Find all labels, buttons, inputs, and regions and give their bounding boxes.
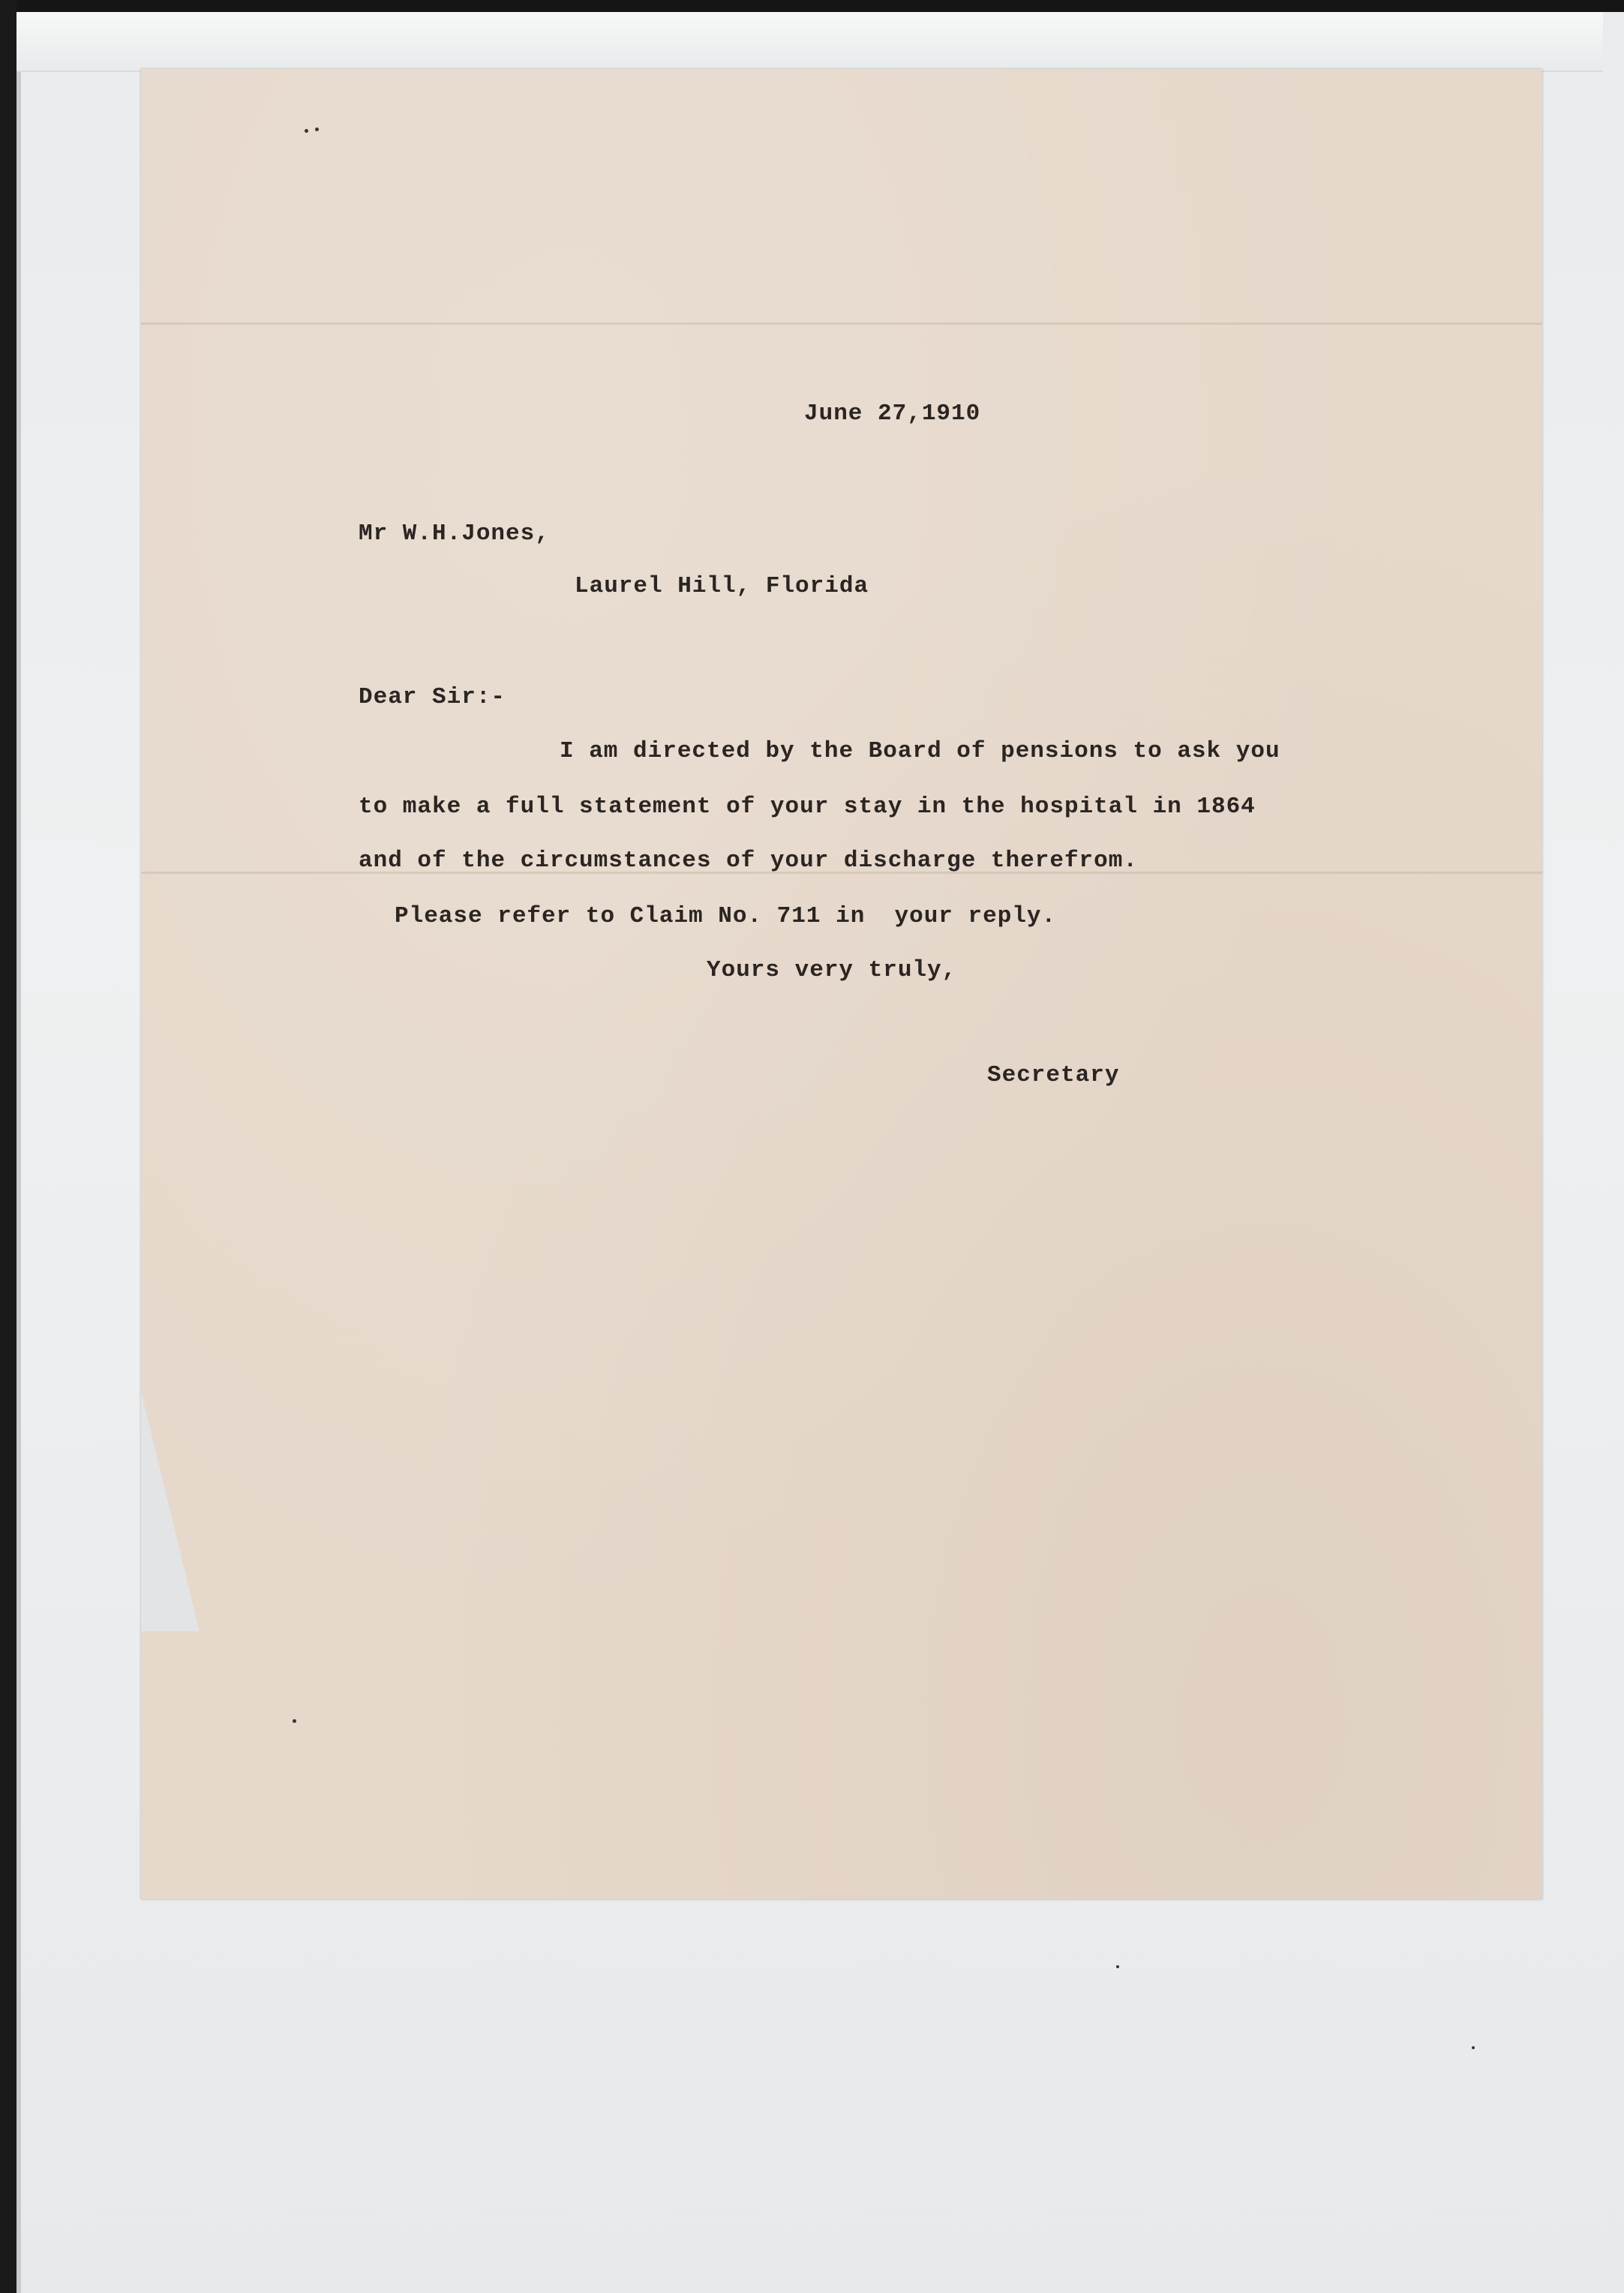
paper-speck xyxy=(293,1719,296,1723)
closing: Yours very truly, xyxy=(707,957,957,983)
scanner-top-edge xyxy=(0,0,1624,12)
scanner-left-edge xyxy=(0,0,17,2293)
claim-reference: Please refer to Claim No. 711 in your reply. xyxy=(395,903,1057,929)
paper-tear xyxy=(141,1391,200,1631)
background-speck xyxy=(1472,2046,1475,2049)
paper-fold-line xyxy=(141,323,1542,325)
letter-paper xyxy=(141,69,1542,1899)
paper-speck xyxy=(315,128,319,131)
body-line: and of the circumstances of your discharge therefrom. xyxy=(359,848,1138,874)
recipient-address: Laurel Hill, Florida xyxy=(575,573,869,599)
body-line: to make a full statement of your stay in the hospital in 1864 xyxy=(359,794,1256,820)
salutation: Dear Sir:- xyxy=(359,684,506,710)
paper-speck xyxy=(305,129,308,133)
background-speck xyxy=(1116,1965,1119,1968)
scanner-left-margin xyxy=(17,12,21,2293)
signature-title: Secretary xyxy=(987,1062,1120,1088)
recipient-name: Mr W.H.Jones, xyxy=(359,521,550,547)
scanner-top-strip xyxy=(17,12,1603,72)
letter-date: June 27,1910 xyxy=(804,401,981,427)
body-line: I am directed by the Board of pensions to ask you xyxy=(560,738,1280,764)
